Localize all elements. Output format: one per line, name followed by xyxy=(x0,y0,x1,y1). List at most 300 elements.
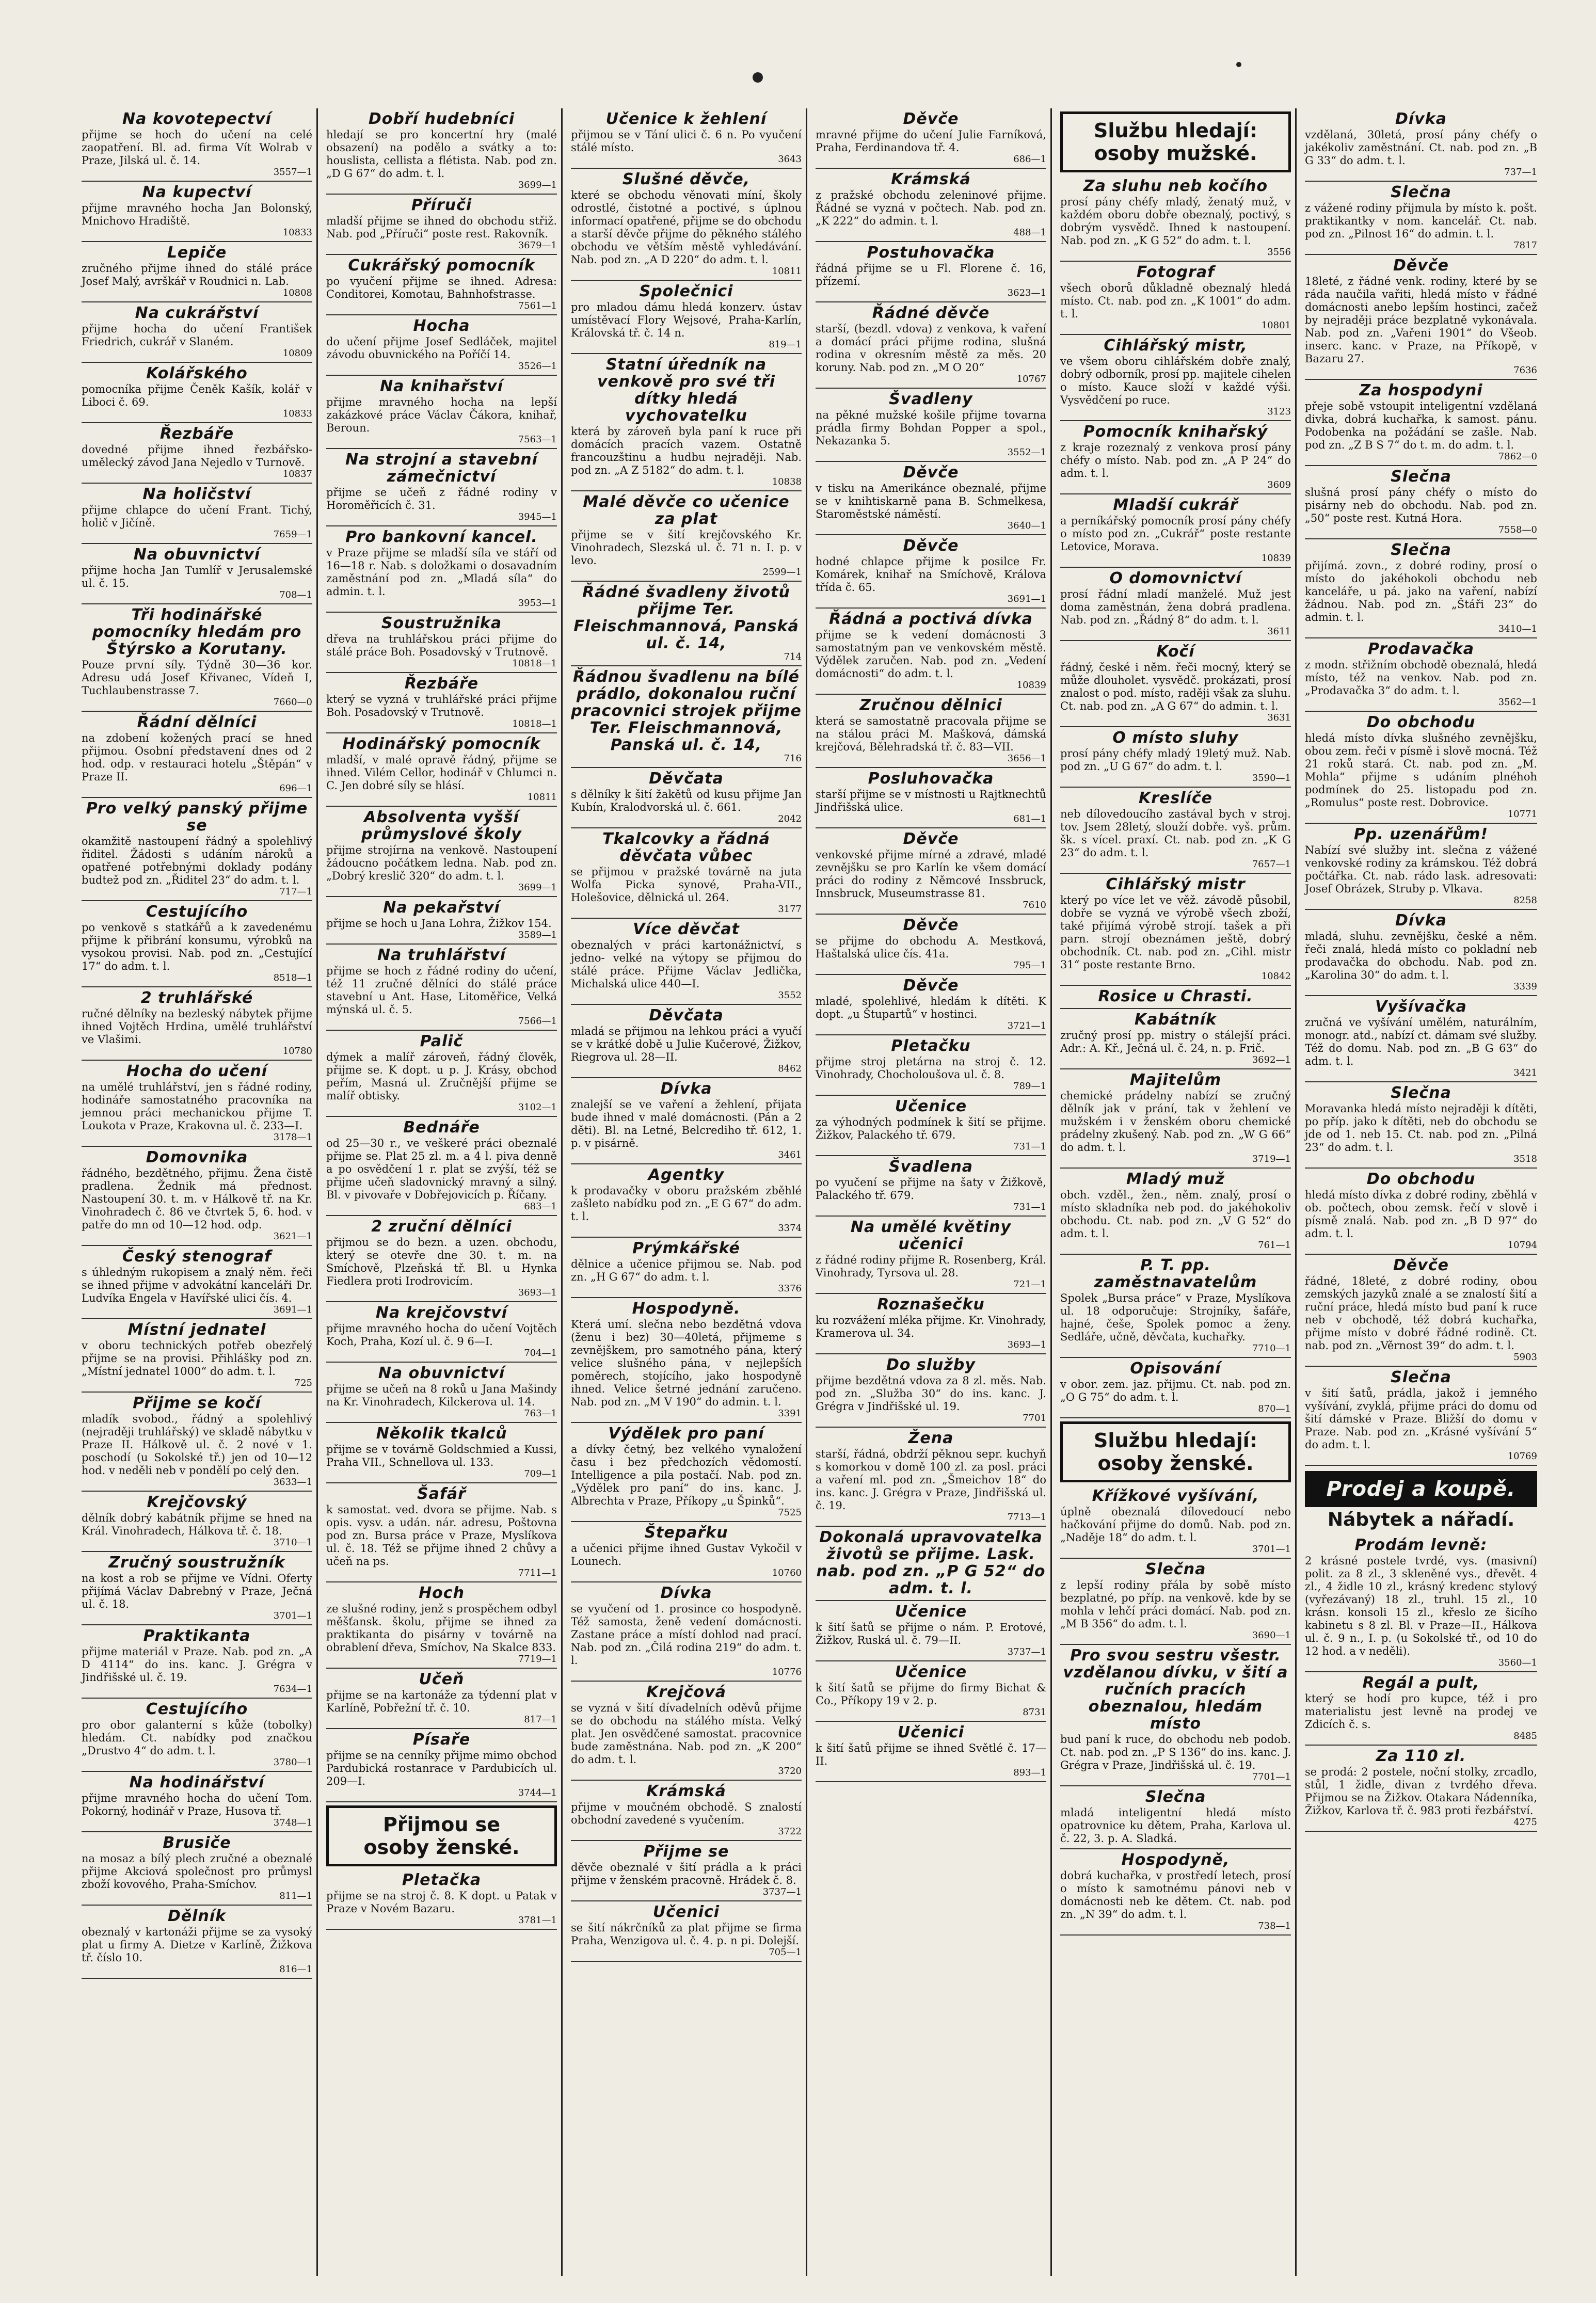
classified-ad xyxy=(1305,108,1537,182)
ad-title: Dívka xyxy=(660,1584,712,1602)
classified-ad xyxy=(816,1294,1046,1354)
ad-text: od 25—30 r., ve veškeré práci obeznalé přijme se. Plat 25 zl. m. a 4 l. piva denně a po osvědčení 1 r. plat se zvýší, též se přijme učeň sladovnický mravný a silný. Bl. v pivovaře v Dobřejovicích p. Říčany. xyxy=(326,1137,557,1201)
ad-title: Příruči xyxy=(411,196,472,214)
ad-text: z pražské obchodu zeleninové přijme. Řádné se vyzná v počtech. Nab. pod zn. „K 222“ do admin. t. l. xyxy=(816,189,1046,227)
ad-title: Na krejčovství xyxy=(375,1304,508,1322)
ad-text: na kost a rob se přijme ve Vídni. Oferty přijímá Václav Dabrebný v Praze, Ječná ul. č. 18. xyxy=(82,1572,312,1610)
ad-text: hledají se pro koncertní hry (malé obsazení) na podělo a svátky a to: houslista, cellista a flétista. Nab. pod zn. „D G 67“ do adm. t. l. xyxy=(326,129,557,180)
ad-text: úplně obeznalá dílovedoucí nebo hačkování přijme do domů. Nab. pod zn. „Naděje 18“ do adm. t. l. xyxy=(1060,1506,1291,1544)
ad-text: okamžitě nastoupení řádný a spolehlivý řiditel. Žádosti s udáním nároků a opatřené potřebnými doklady podány budtež pod zn. „Řiditel 23“ do adm. t. l. xyxy=(82,835,312,886)
ad-text: řádného, bezdětného, přijmu. Žena čistě pradlena. Žednik má přednost. Nastoupení 30. t. m. v Hálkově tř. na Kr. Vinohradech č. 86 ve čtvrtek 5, 6. hod. v patře do mn od 10—12 hod. odp. xyxy=(82,1167,312,1231)
ad-code: 7862—0 xyxy=(1498,451,1537,462)
classified-ad xyxy=(816,1096,1046,1156)
ad-title: Malé děvče co učenice za plat xyxy=(583,493,790,528)
classified-ad xyxy=(1060,1069,1291,1169)
classified-ad xyxy=(1305,255,1537,380)
ad-code: 8731 xyxy=(1023,1707,1046,1718)
classified-ad xyxy=(816,1661,1046,1722)
ad-code: 7701—1 xyxy=(1252,1771,1291,1782)
ad-code: 3945—1 xyxy=(518,511,557,522)
ad-text: bud paní k ruce, do obchodu neb podob. Ct. nab. pod zn. „P S 136“ do ins. kanc. J. Grégra v Praze, Jindřišská ul. č. 19. xyxy=(1060,1733,1291,1771)
classified-ad xyxy=(571,1164,802,1238)
classified-ad xyxy=(571,1005,802,1078)
ad-text: pro obor galanterní s kůže (tobolky) hledám. Ct. nabídky pod značkou „Drustvo 4“ do adm. t. l. xyxy=(82,1719,312,1757)
ad-title: Štepařku xyxy=(644,1524,728,1542)
ad-code: 3611 xyxy=(1267,626,1291,637)
classified-ad xyxy=(571,491,802,582)
classified-ad xyxy=(326,1216,557,1302)
classified-ad xyxy=(1060,1009,1291,1069)
ad-text: přijme mravného hocha na lepší zakázkové práce Václav Čákora, knihař, Beroun. xyxy=(326,396,557,434)
ad-code: 3518 xyxy=(1513,1154,1537,1164)
classified-ad xyxy=(1305,1367,1537,1466)
ad-title: Místní jednatel xyxy=(127,1321,266,1339)
ad-title: Řádní dělníci xyxy=(137,713,257,731)
ad-title: Rosice u Chrasti. xyxy=(1098,987,1253,1005)
ad-title: Mladý muž xyxy=(1126,1170,1225,1188)
ad-code: 3376 xyxy=(778,1283,802,1294)
ad-title: Výdělek pro paní xyxy=(608,1425,764,1443)
ad-code: 737—1 xyxy=(1504,167,1537,178)
section-header xyxy=(326,1805,557,1866)
ad-code: 10760 xyxy=(772,1568,802,1578)
ad-title: Kreslíče xyxy=(1139,789,1212,807)
classified-ad xyxy=(82,1319,312,1393)
ad-code: 3953—1 xyxy=(518,598,557,609)
ad-title: Na strojní a stavební zámečnictví xyxy=(345,451,538,486)
classified-ad xyxy=(1060,494,1291,568)
classified-ad xyxy=(571,1781,802,1841)
ad-title: Slečna xyxy=(1145,1560,1206,1578)
ad-title: Pp. uzenářům! xyxy=(1353,825,1489,843)
ad-text: 18leté, z řádné venk. rodiny, které by se ráda naučila vařiti, hledá místo v řádné domácnosti anebo lepším hostinci, začež by nejraději práce bezplatně vykonávala. Nab. pod zn. „Vařeni 1901“ do Všeob. inserc. kanc. v Praze, na Příkopě, v Bazaru 27. xyxy=(1305,275,1537,365)
ad-text: ku rozvážení mléka přijme. Kr. Vinohrady, Kramerova ul. 34. xyxy=(816,1314,1046,1339)
ad-code: 714 xyxy=(784,651,802,662)
ad-text: dovedné přijme ihned řezbářsko-umělecký závod Jana Nejedlo v Turnově. xyxy=(82,443,312,469)
ad-text: a učenici přijme ihned Gustav Vykočil v Lounech. xyxy=(571,1542,802,1568)
ad-text: všech oborů důkladně obeznalý hledá místo. Ct. nab. pod zn. „K 1001“ do adm. t. l. xyxy=(1060,282,1291,320)
ad-text: přijme se učeň z řádné rodiny v Horoměřicích č. 31. xyxy=(326,486,557,511)
ad-code: 870—1 xyxy=(1258,1403,1291,1414)
classified-ad xyxy=(326,1117,557,1216)
classified-ad xyxy=(571,108,802,169)
ad-code: 7713—1 xyxy=(1007,1512,1046,1523)
ad-code: 2599—1 xyxy=(762,567,802,578)
ad-code: 7660—0 xyxy=(273,697,312,708)
ad-title: Na truhlářství xyxy=(377,946,506,964)
classified-ad xyxy=(82,798,312,901)
ad-code: 3692—1 xyxy=(1252,1054,1291,1065)
ad-title: Prodám levně: xyxy=(1354,1536,1488,1554)
ad-title: Agentky xyxy=(648,1166,725,1184)
ad-text: z lepší rodiny přála by sobě místo bezplatné, po příp. na venkově. kde by se mohla v lehčí práci domácí. Nab. pod zn. „M B 356“ do adm. t. l. xyxy=(1060,1579,1291,1630)
ad-text: zručný prosí pp. mistry o stálejší práci. Adr.: A. Kř., Ječná ul. č. 24, n. p. Frič. xyxy=(1060,1029,1291,1054)
ad-text: venkovské přijme mírné a zdravé, mladé zevnějšku se pro Karlín ke všem domácí práci do rodiny z Němcové Inssbruck, Innsbruck, Museumstrasse 81. xyxy=(816,849,1046,900)
classified-ad xyxy=(1305,712,1537,824)
ad-title: Palič xyxy=(420,1032,464,1050)
ad-title: Společnici xyxy=(639,282,733,300)
classified-ad xyxy=(816,389,1046,462)
classified-ad xyxy=(82,1061,312,1147)
ad-code: 7525 xyxy=(778,1507,802,1518)
ad-code: 761—1 xyxy=(1258,1240,1291,1251)
ad-text: obeznalý v kartonáži přijme se za vysoký plat u firmy A. Dietze v Karlíně, Žižkova tř. číslo 10. xyxy=(82,1926,312,1964)
ad-title: Cukrářský pomocník xyxy=(348,257,535,275)
classified-ad xyxy=(816,768,1046,828)
ad-text: v šití šatů, prádla, jakož i jemného vyšívání, zvyklá, přijme práci do domu od šití dámské v Praze. Bližší do domu v Praze. Nab. pod zn. „Krásné vyšívání 5“ do adm. t. l. xyxy=(1305,1387,1537,1451)
ad-title: Brusiče xyxy=(163,1834,231,1852)
ad-text: po vyučení přijme se ihned. Adresa: Conditorei, Komotau, Bahnhofstrasse. xyxy=(326,275,557,300)
ad-title: Na cukrářství xyxy=(135,304,259,322)
ad-text: znalejší se ve vaření a žehlení, přijata bude ihned v malé domácnosti. (Pán a 2 děti). Bl. na Letné, Belcrediho tř. 612, 1. p. v pisárně. xyxy=(571,1098,802,1149)
ad-code: 3722 xyxy=(778,1826,802,1837)
ad-title: O domovnictví xyxy=(1109,569,1242,587)
ad-code: 4275 xyxy=(1513,1817,1537,1828)
ad-code: 3631 xyxy=(1267,712,1291,723)
classified-ad xyxy=(816,1217,1046,1294)
ad-text: ve všem oboru cihlářském dobře znalý, dobrý odborník, prosí pp. majitele cihelen o místo. Kauce složí v každé výši. Vysvědčení po ruce. xyxy=(1060,355,1291,406)
ad-text: z vážené rodiny přijmula by místo k. pošt. praktikantky v nom. kancelář. Ct. nab. pod zn. „Pilnost 16“ do admin. t. l. xyxy=(1305,202,1537,240)
ad-code: 817—1 xyxy=(524,1714,557,1725)
ad-text: z kraje rozeznalý z venkova prosí pány chéfy o místo. Nab. pod zn. „A P 24“ do adm. t. l. xyxy=(1060,441,1291,479)
ad-code: 3693—1 xyxy=(1007,1339,1046,1350)
ad-code: 10833 xyxy=(282,227,312,238)
ad-code: 708—1 xyxy=(279,589,312,600)
ad-title: Krejčová xyxy=(646,1683,726,1701)
ad-text: a perníkářský pomocník prosí pány chéfy o místo pod zn. „Cukrář“ poste restante Letovice, Morava. xyxy=(1060,515,1291,553)
classified-ad xyxy=(1305,824,1537,910)
ad-code: 716 xyxy=(784,753,802,764)
ad-title: Zručný soustružník xyxy=(108,1554,285,1572)
ad-title: Slečna xyxy=(1391,183,1451,201)
ad-code: 789—1 xyxy=(1013,1081,1046,1092)
ad-text: starší, (bezdl. vdova) z venkova, k vaření a domácí práci přijme rodina, slušná rodina v okresním městě za měs. 20 koruny. Nab. pod zn. „M O 20“ xyxy=(816,323,1046,374)
column-3 xyxy=(567,108,807,2276)
ad-code: 3690—1 xyxy=(1252,1630,1291,1641)
ad-title: Posluhovačka xyxy=(868,770,994,788)
ad-code: 763—1 xyxy=(524,1408,557,1419)
ad-text: chemické prádelny nabízí se zručný dělník jak v prání, tak v žehlení ve mužském i v ženském oboru chemické prádelny zkušený. Nab. pod zn. „W G 66“ do adm. t. l. xyxy=(1060,1090,1291,1154)
ad-title: Domovnika xyxy=(146,1148,248,1166)
ad-title: Učenice xyxy=(895,1603,967,1621)
ad-code: 10794 xyxy=(1507,1240,1537,1251)
ad-code: 10818—1 xyxy=(512,658,557,669)
ad-code: 893—1 xyxy=(1013,1767,1046,1778)
ad-title: Slečna xyxy=(1391,1084,1451,1102)
classified-ad xyxy=(816,915,1046,975)
ad-title: Slečna xyxy=(1145,1788,1206,1806)
ad-text: prosí pány chéfy mladý 19letý muž. Nab. pod zn. „U G 67“ do adm. t. l. xyxy=(1060,747,1291,773)
ad-title: Řádné děvče xyxy=(872,304,990,322)
classified-ad xyxy=(1060,1485,1291,1559)
classified-ad xyxy=(571,1522,802,1582)
ad-code: 3560—1 xyxy=(1498,1657,1537,1668)
ad-text: mladá, sluhu. zevnějšku, české a něm. řeči znalá, hledá místo co pokladní neb prodavačka do obchodu. Nab. pod zn. „Karolina 30“ do adm. t. l. xyxy=(1305,930,1537,981)
ad-title: Děvče xyxy=(1393,1256,1449,1274)
ad-title: 2 zruční dělníci xyxy=(371,1218,512,1236)
ad-title: Učeň xyxy=(419,1670,465,1688)
classified-ad xyxy=(1305,910,1537,996)
ad-title: Učenice xyxy=(895,1097,967,1115)
ad-text: obeznalých v práci kartonážnictví, s jedno- velké na výtopy se přijmou do stálé práce. Přijme Václav Jedlička, Michalská ulice 440—I. xyxy=(571,939,802,990)
ad-text: přijme se učeň na 8 roků u Jana Mašindy na Kr. Vinohradech, Kilckerova ul. 14. xyxy=(326,1383,557,1408)
ad-text: přijme mravného hocha Jan Bolonský, Mnichovo Hradiště. xyxy=(82,202,312,227)
ad-title: Pletačku xyxy=(891,1037,971,1055)
ad-title: Na knihařství xyxy=(380,377,503,395)
classified-ad xyxy=(82,712,312,798)
ad-text: hledá místo dívka z dobré rodiny, zběhlá v ob. počtech, obou zemsk. řečí v slově i písmě znalá. Nab. pod zn. „B D 97“ do adm. t. l. xyxy=(1305,1189,1537,1240)
ad-text: přijme hocha Jan Tumlíř v Jerusalemské ul. č. 15. xyxy=(82,564,312,589)
ad-text: obch. vzděl., žen., něm. znalý, prosí o místo skladníka neb pod. do jakéhokoliv obchodu. Ct. nab. pod zn. „V G 52“ do adm. t. l. xyxy=(1060,1189,1291,1240)
ad-text: řádné, 18leté, z dobré rodiny, obou zemských jazyků znalé a se znalostí šití a ruční práce, hledá místo bud paní k ruce neb v obchodě, též dobrá kuchařka, přijme místo v dobré řádné rodině. Ct. nab. pod zn. „Věrnost 39“ do adm. t. l. xyxy=(1305,1275,1537,1352)
ad-text: v tisku na Amerikánce obeznalé, přijme se v knihtiskarně pana B. Schmelkesa, Staroměstské náměstí. xyxy=(816,482,1046,520)
classified-ad xyxy=(1060,421,1291,494)
classified-ad xyxy=(326,376,557,449)
ad-title: Roznašečku xyxy=(877,1296,985,1314)
ad-code: 10811 xyxy=(527,792,557,803)
ad-title: Dívka xyxy=(660,1080,712,1098)
ad-title: Písaře xyxy=(412,1731,471,1749)
punch-hole xyxy=(1236,62,1241,67)
ad-text: na mosaz a bílý plech zručné a obeznalé přijme Akciová společnost pro průmysl zboží kovového, Praha-Smíchov. xyxy=(82,1852,312,1891)
ad-code: 3721—1 xyxy=(1007,1020,1046,1031)
ad-text: přijme v moučném obchodě. S znalostí obchodní zavedené s vyučením. xyxy=(571,1801,802,1826)
ad-title: Kolářského xyxy=(146,364,248,382)
ad-text: 2 krásné postele tvrdé, vys. (masivní) polit. za 8 zl., 3 skleněné vys., dřevět. 4 zl., 4 židle 10 zl., krásný kredenc stylový (vyřezávaný) 18 zl., truhl. 15 zl., 10 krásn. konsoli 15 zl., křeslo ze šicího kabinetu s 8 zl. Bl. v Praze—II., Hálkova ul. č. 9 n., I. p. (u Sokolské tř., od 10 do 12 hod. a v neděli). xyxy=(1305,1555,1537,1657)
column-6 xyxy=(1301,108,1541,2276)
ad-code: 7634—1 xyxy=(273,1684,312,1694)
classified-ad xyxy=(571,666,802,768)
ad-text: se prodá: 2 postele, noční stolky, zrcadlo, stůl, 1 židle, divan z tvrdého dřeva. Přijmou se na Žižkov. Otakara Nádenníka, Žižkov, Karlova tř. č. 983 proti řezbářství. xyxy=(1305,1766,1537,1817)
ad-text: děvče obeznalé v šití prádla a k práci přijme v ženském pracovně. Hrádek č. 8. xyxy=(571,1861,802,1886)
classified-ad xyxy=(571,1423,802,1522)
classified-ad xyxy=(816,1035,1046,1096)
ad-text: které se obchodu věnovati míní, školy odrostlé, čistotné a poctivé, s úplnou informací opatřené, přijme se do obchodu a starší děvče přijme do pěkného stálého obchodu ve větším městě vyhledávání. Nab. pod zn. „A D 220“ do adm. t. l. xyxy=(571,189,802,266)
ad-code: 3391 xyxy=(778,1408,802,1419)
column-4 xyxy=(811,108,1052,2276)
classified-ad xyxy=(326,1869,557,1930)
ad-code: 7659—1 xyxy=(273,529,312,540)
ad-title: Na obuvnictví xyxy=(133,546,261,564)
section-header-line: Službu hledají: xyxy=(1094,119,1257,142)
classified-ad xyxy=(82,1906,312,1979)
ad-title: Děvčata xyxy=(649,1006,724,1025)
ad-title: Děvče xyxy=(903,110,959,128)
classified-ad xyxy=(326,1483,557,1582)
ad-title: Hocha xyxy=(413,317,470,335)
classified-ad xyxy=(1060,788,1291,874)
ad-title: Postuhovačka xyxy=(867,244,995,262)
classified-ad xyxy=(816,242,1046,302)
ad-text: přijme strojírna na venkově. Nastoupení žádoucno počátkem ledna. Nab. pod zn. „Dobrý kreslič 320“ do adm. t. l. xyxy=(326,844,557,882)
ad-code: 8462 xyxy=(778,1063,802,1074)
ad-code: 683—1 xyxy=(524,1201,557,1212)
ad-title: Za 110 zl. xyxy=(1376,1747,1466,1765)
classified-ad xyxy=(326,1729,557,1802)
classified-ad xyxy=(1305,1169,1537,1255)
classified-ad xyxy=(1305,1534,1537,1672)
ad-text: k šití šatů se přijme do firmy Bichat & Co., Příkopy 19 v 2. p. xyxy=(816,1682,1046,1707)
classified-ad xyxy=(82,1147,312,1246)
ad-code: 10842 xyxy=(1261,971,1291,982)
ad-text: přijme bezdětná vdova za 8 zl. měs. Nab. pod zn. „Služba 30“ do ins. kanc. J. Grégra v Jindřišské ul. 19. xyxy=(816,1374,1046,1413)
classified-ad xyxy=(1305,1672,1537,1746)
ad-code: 10767 xyxy=(1016,374,1046,385)
ad-text: po venkově s statkářů a k zavedenému přijme k přibrání konsumu, výrobků na vysokou provisi. Nab. pod zn. „Cestující 17“ do adm. t. l. xyxy=(82,921,312,972)
ad-title: Učenici xyxy=(652,1903,720,1921)
ad-text: se přijmou v pražské továrně na juta Wolfa Picka synové, Praha-VII., Holešovice, dělnická ul. 264. xyxy=(571,866,802,904)
ad-code: 7657—1 xyxy=(1252,859,1291,870)
ad-code: 686—1 xyxy=(1013,154,1046,165)
ad-text: přeje sobě vstoupit inteligentní vzdělaná divka, dobrá kuchařka, k samost. pánu. Podobenka na požádání se zašle. Nab. pod zn. „Z B S 7“ do t. m. do adm. t. l. xyxy=(1305,400,1537,451)
classified-ad xyxy=(326,108,557,195)
ad-code: 7701 xyxy=(1023,1413,1046,1424)
ad-code: 811—1 xyxy=(279,1891,312,1901)
ad-code: 3701—1 xyxy=(273,1610,312,1621)
ad-text: starší přijme se v místnosti u Rajtknechtů Jindřišská ulice. xyxy=(816,788,1046,813)
ad-text: starší, řádná, obdrží pěknou sepr. kuchyň s komorkou v domě 100 zl. za posl. práci a vaření ml. pod zn. „Šmeichov 18“ do ins. kanc. J. Grégra v Praze, Jindřišská ul. č. 19. xyxy=(816,1448,1046,1512)
ad-title: Tkalcovky a řádná děvčata vůbec xyxy=(602,830,770,865)
classified-ad xyxy=(571,1841,802,1901)
ad-code: 3781—1 xyxy=(518,1915,557,1926)
ad-text: řádný, české i něm. řeči mocný, který se může dlouholet. vysvědč. prokázati, prosí znalost o pod. místo, raději však za sluhu. Ct. nab. pod zn. „A G 67“ do admin. t. l. xyxy=(1060,661,1291,712)
ad-title: Krámská xyxy=(646,1782,726,1800)
classified-ad xyxy=(326,526,557,613)
classified-ad xyxy=(1060,1559,1291,1645)
ad-title: Děvčata xyxy=(649,770,724,788)
ad-code: 3679—1 xyxy=(518,240,557,251)
section-header-line: Službu hledají: xyxy=(1094,1429,1257,1452)
classified-ad xyxy=(816,975,1046,1035)
ad-text: přijme se hoch u Jana Lohra, Žižkov 154. xyxy=(326,917,552,930)
ad-title: Děvče xyxy=(1393,257,1449,275)
ad-title: Statní úředník na venkově pro své tři dítky hledá vychovatelku xyxy=(597,356,776,425)
classified-ad xyxy=(571,919,802,1005)
ad-title: Švadlena xyxy=(888,1158,973,1176)
ad-text: mladé, spolehlivé, hledám k dítěti. K dopt. „u Štupartů“ v hostinci. xyxy=(816,995,1046,1020)
ad-title: Pro svou sestru všestr. vzdělanou dívku, v šití a ručních pracích obeznalou, hledám místo xyxy=(1063,1646,1288,1733)
ad-title: Hospodyně, xyxy=(1121,1851,1230,1869)
classified-ad xyxy=(82,1772,312,1832)
ad-code: 3552—1 xyxy=(1007,447,1046,458)
ad-code: 10771 xyxy=(1507,809,1537,820)
ad-code: 3552 xyxy=(778,990,802,1001)
ad-title: Cestujícího xyxy=(146,1700,248,1718)
ad-text: na zdobení kožených prací se hned přijmou. Osobní představení dnes od 2 hod. odp. v restauraci hotelu „Štěpán“ v Praze II. xyxy=(82,732,312,783)
ad-title: Cestujícího xyxy=(146,903,248,921)
ad-text: přijme se hoch do učení na celé zaopatření. Bl. ad. firma Vít Wolrab v Praze, Jilská ul. č. 14. xyxy=(82,129,312,167)
ad-code: 3744—1 xyxy=(518,1787,557,1798)
classified-ad xyxy=(1060,986,1291,1009)
ad-code: 7710—1 xyxy=(1252,1343,1291,1354)
ad-text: v obor. zem. jaz. přijmu. Ct. nab. pod zn. „O G 75“ do adm. t. l. xyxy=(1060,1378,1291,1403)
classified-ad xyxy=(326,1363,557,1423)
classified-ad xyxy=(816,1156,1046,1217)
classified-ad xyxy=(82,108,312,182)
ad-text: který se hodí pro kupce, též i pro materialistu jest levně na prodej ve Zdicích č. s. xyxy=(1305,1692,1537,1731)
classified-ad xyxy=(571,281,802,354)
ad-code: 3410—1 xyxy=(1498,623,1537,634)
section-header-line: Přijmou se xyxy=(382,1813,501,1836)
ad-code: 3623—1 xyxy=(1007,287,1046,298)
ad-title: Prodavačka xyxy=(1368,640,1474,658)
classified-ad xyxy=(1060,874,1291,986)
ad-text: ručné dělníky na bezleský nábytek přijme ihned Vojtěch Hrdina, umělé truhlářství ve Vlašimi. xyxy=(82,1007,312,1046)
ad-code: 10839 xyxy=(1261,553,1291,564)
ad-code: 816—1 xyxy=(279,1964,312,1975)
classified-ad xyxy=(571,1901,802,1962)
section-header-line: osoby ženské. xyxy=(363,1836,520,1859)
classified-ad xyxy=(82,1625,312,1699)
ad-title: Prýmkářské xyxy=(632,1239,740,1257)
ad-text: Pouze první síly. Týdně 30—36 kor. Adresu udá Josef Křivanec, Vídeň I, Tuchlaubenstrasse 7. xyxy=(82,659,312,697)
ad-title: Pro velký panský přijme se xyxy=(86,799,308,835)
ad-code: 7719—1 xyxy=(518,1654,557,1665)
ad-title: Slečna xyxy=(1391,541,1451,559)
ad-code: 709—1 xyxy=(524,1468,557,1479)
classified-ad xyxy=(82,901,312,987)
ad-text: se vyzná v šití dívadelních oděvů přijme se do obchodu na stálého místa. Velký plat. Jen osvědčené samostat. pracovnice bude zaměstnána. Nab. pod zn. „K 200“ do adm. t. l. xyxy=(571,1702,802,1766)
ad-text: pomocníka přijme Čeněk Kašík, kolář v Liboci č. 69. xyxy=(82,383,312,408)
classified-ad xyxy=(1305,1082,1537,1169)
classified-ad xyxy=(816,695,1046,768)
classified-ad xyxy=(82,423,312,484)
section-header-line: osoby mužské. xyxy=(1094,142,1257,165)
ad-text: řádná přijme se u Fl. Florene č. 16, přízemí. xyxy=(816,262,1046,287)
ad-code: 7636 xyxy=(1513,365,1537,376)
ad-title: Řádné švadleny životů přijme Ter. Fleischmannová, Panská ul. č. 14, xyxy=(573,583,799,652)
classified-ad xyxy=(82,302,312,363)
classified-ad xyxy=(1305,1255,1537,1367)
classified-ad xyxy=(816,1354,1046,1428)
ad-text: přijme se na kartonáže za týdenní plat v Karlíně, Pobřežní tř. č. 10. xyxy=(326,1689,557,1714)
ad-title: Tři hodinářské pomocníky hledám pro Štýrsko a Korutany. xyxy=(92,606,302,658)
ad-title: Kočí xyxy=(1156,643,1195,661)
ad-code: 3421 xyxy=(1513,1067,1537,1078)
ad-text: k samostat. ved. dvora se přijme. Nab. s opis. vysv. a udán. nár. adresu, Poštovna pod zn. Bursa práce v Praze, Myslíkova ul. č. 18. Též se přijme ihned 2 chůvy a učeň na ps. xyxy=(326,1504,557,1568)
category-banner: Prodej a koupě. xyxy=(1305,1471,1537,1507)
ad-code: 3780—1 xyxy=(273,1757,312,1768)
ad-code: 3691—1 xyxy=(273,1304,312,1315)
ad-code: 7610 xyxy=(1023,900,1046,910)
ad-code: 488—1 xyxy=(1013,227,1046,238)
category-subheading: Nábytek a nářadí. xyxy=(1327,1509,1515,1530)
ad-code: 725 xyxy=(294,1378,312,1388)
classified-ad xyxy=(326,1031,557,1117)
classified-ad xyxy=(1305,1746,1537,1832)
classified-ad xyxy=(326,195,557,255)
ad-code: 3699—1 xyxy=(518,180,557,190)
classified-ad xyxy=(82,1832,312,1906)
classified-ad xyxy=(326,1582,557,1669)
ad-title: Více děvčat xyxy=(633,920,740,938)
ad-code: 3640—1 xyxy=(1007,520,1046,531)
section-header xyxy=(1060,111,1291,172)
classified-ad xyxy=(816,108,1046,169)
ad-title: P. T. pp. zaměstnavatelům xyxy=(1094,1256,1257,1291)
ad-code: 696—1 xyxy=(279,783,312,794)
ad-code: 3737—1 xyxy=(1007,1646,1046,1657)
ad-code: 3691—1 xyxy=(1007,594,1046,604)
classified-ad xyxy=(571,354,802,491)
classified-ad xyxy=(1305,638,1537,712)
ad-text: prosí řádní mladí manželé. Muž jest doma zaměstnán, žena dobrá pradlena. Nab. pod zn. „Řádný 8“ do adm. t. l. xyxy=(1060,588,1291,626)
classified-ad xyxy=(326,733,557,807)
ad-text: mravné přijme do učení Julie Farníková, Praha, Ferdinandova tř. 4. xyxy=(816,129,1046,154)
ad-title: Na hodinářství xyxy=(129,1773,265,1792)
ad-text: mladík svobod., řádný a spolehlivý (nejraději truhlářský) ve skladě nábytku v Praze II. Hálkově ul. č. 2 nové v 1. poschodí (u Sokolské tř.) jen od 10—12 hod. v neděli neb v pondělí po celý den. xyxy=(82,1413,312,1477)
ad-code: 10780 xyxy=(282,1046,312,1057)
